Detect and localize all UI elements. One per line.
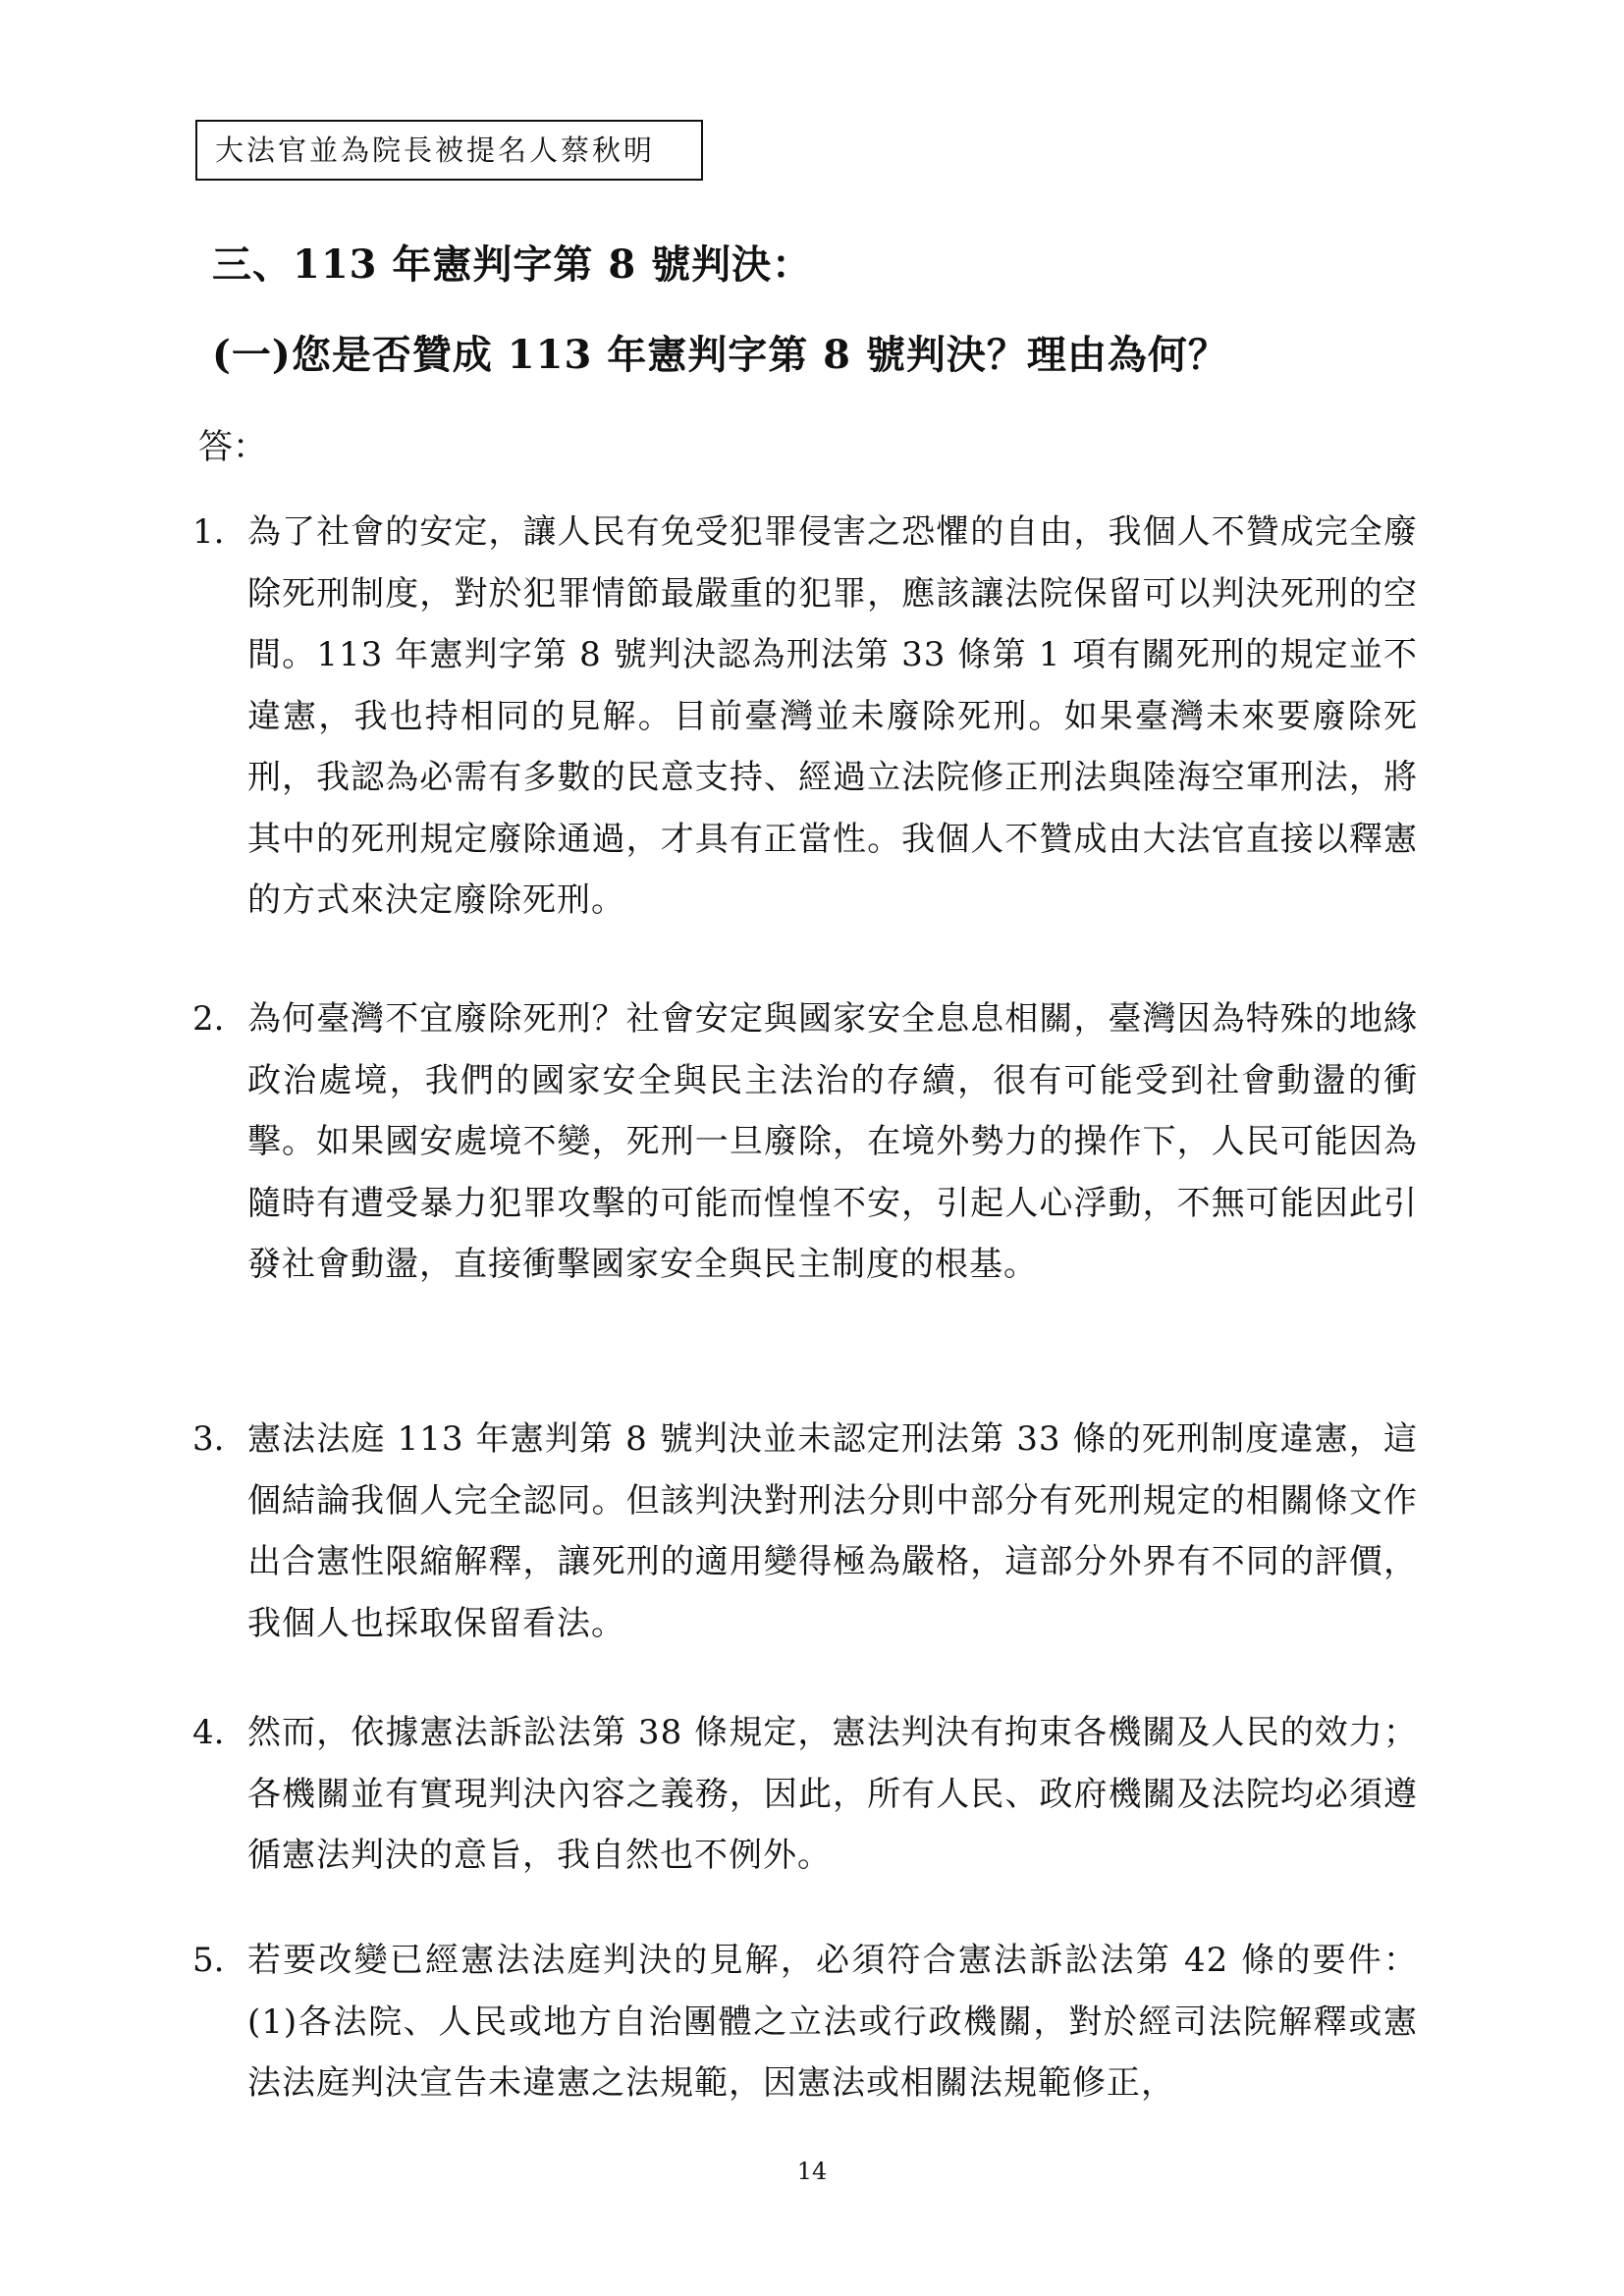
item-number: 4. xyxy=(192,1713,225,1752)
item-number: 3. xyxy=(192,1419,225,1459)
answer-label: 答： xyxy=(198,428,268,467)
item-text: 憲法法庭 113 年憲判第 8 號判決並未認定刑法第 33 條的死刑制度違憲，這個結論我個人完全認同。但該判決對刑法分則中部分有死刑規定的相關條文作出合憲性限縮解釋，讓死刑的適用變得極為嚴格，這部分外界有不同的評價，我個人也採取保留看法。 xyxy=(247,1419,1418,1643)
page-number: 14 xyxy=(796,2158,828,2185)
item-number: 2. xyxy=(192,999,225,1039)
item-text: 然而，依據憲法訴訟法第 38 條規定，憲法判決有拘束各機關及人民的效力；各機關並有實現判決內容之義務，因此，所有人民、政府機關及法院均必須遵循憲法判決的意旨，我自然也不例外。 xyxy=(247,1713,1418,1875)
item-text: 為何臺灣不宜廢除死刑？社會安定與國家安全息息相關，臺灣因為特殊的地緣政治處境，我們的國家安全與民主法治的存續，很有可能受到社會動盪的衝擊。如果國安處境不變，死刑一旦廢除，在境外勢力的操作下，人民可能因為隨時有遭受暴力犯罪攻擊的可能而惶惶不安，引起人心浮動，不無可能因此引發社會動盪，直接衝擊國家安全與民主制度的根基。 xyxy=(247,999,1418,1284)
item-text: 為了社會的安定，讓人民有免受犯罪侵害之恐懼的自由，我個人不贊成完全廢除死刑制度，對於犯罪情節最嚴重的犯罪，應該讓法院保留可以判決死刑的空間。113 年憲判字第 8 號判決認為刑法第 33 條第 1 項有關死刑的規定並不違憲，我也持相同的見解。目前臺灣並未廢除死刑。如果臺灣未來要廢除死刑，我認為必需有多數的民意支持、經過立法院修正刑法與陸海空軍刑法，將其中的死刑規定廢除通過，才具有正當性。我個人不贊成由大法官直接以釋憲的方式來決定廢除死刑。 xyxy=(247,512,1418,920)
section-title: 三、113 年憲判字第 8 號判決： xyxy=(212,241,813,288)
nominee-header-box: 大法官並為院長被提名人蔡秋明 xyxy=(195,120,703,181)
question-heading: (一)您是否贊成 113 年憲判字第 8 號判決？理由為何？ xyxy=(212,332,1228,378)
item-text: 若要改變已經憲法法庭判決的見解，必須符合憲法訴訟法第 42 條的要件：(1)各法院、人民或地方自治團體之立法或行政機關，對於經司法院解釋或憲法法庭判決宣告未違憲之法規範，因憲法或相關法規範修正， xyxy=(247,1941,1418,2103)
item-number: 1. xyxy=(192,512,225,552)
item-number: 5. xyxy=(192,1941,225,1980)
